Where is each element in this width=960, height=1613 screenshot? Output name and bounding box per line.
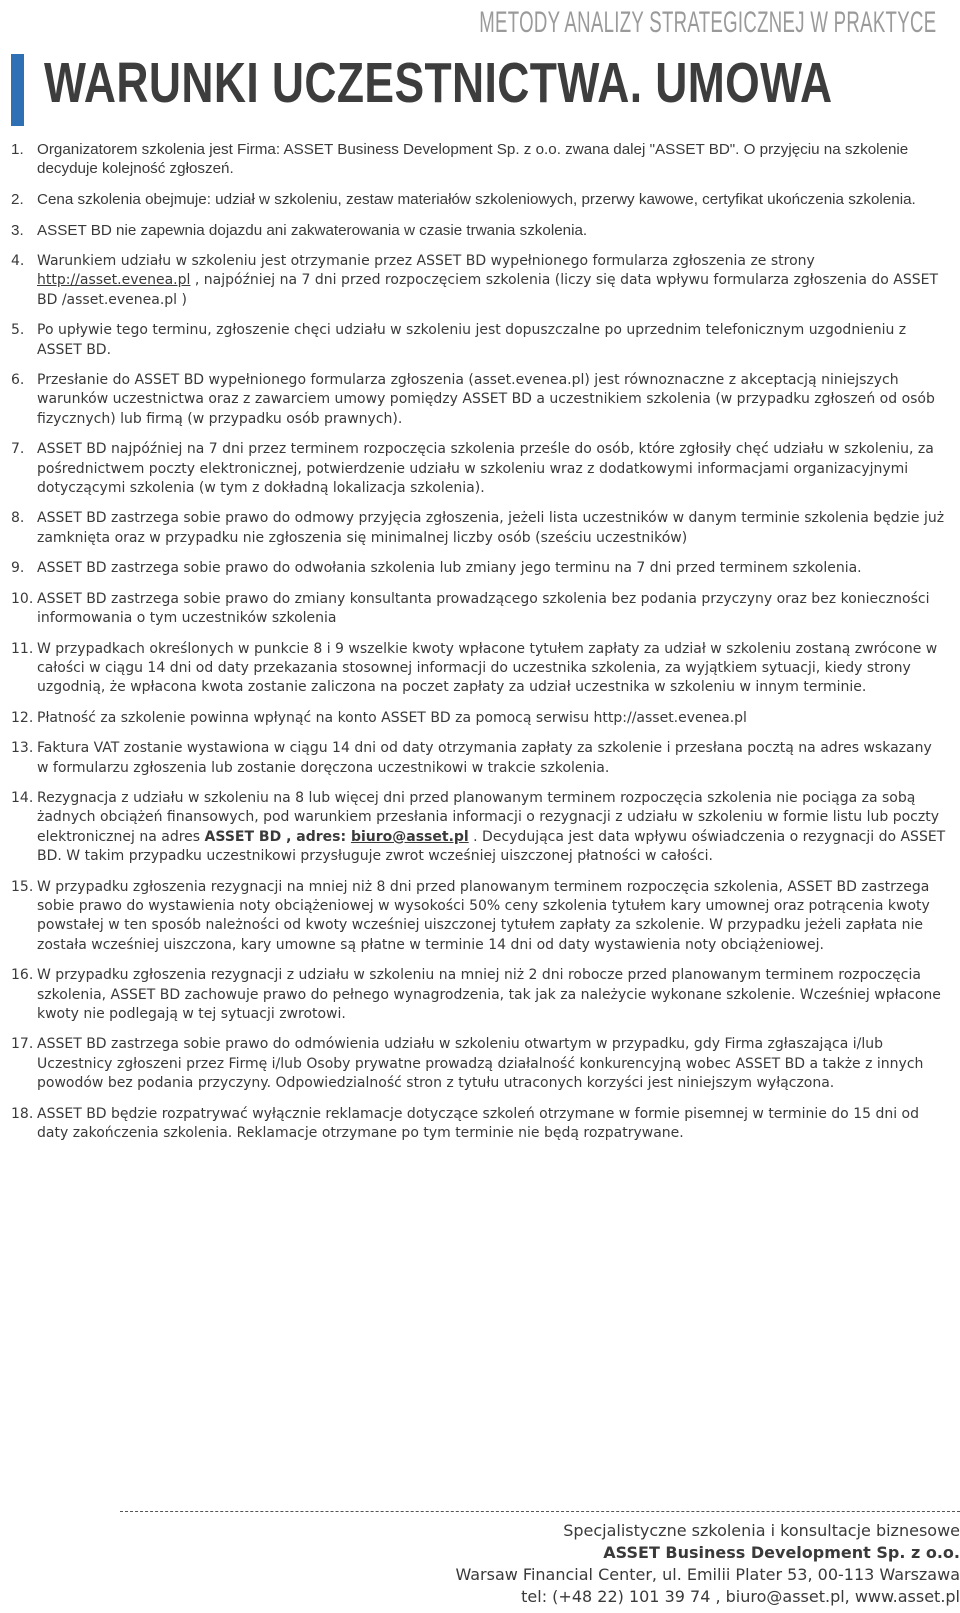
term-text-part: . Decydująca jest data wpływu oświadczenia o rezygnacji do ASSET BD. W takim przypadku uczestnikowi przysługuje zwrot wcześniej uiszczonej płatności w całości. bbox=[37, 828, 946, 865]
footer-address: Warsaw Financial Center, ul. Emilii Plater 53, 00-113 Warszawa bbox=[455, 1565, 960, 1584]
term-item bbox=[0, 878, 960, 956]
term-item bbox=[0, 321, 960, 360]
term-number: 16. bbox=[11, 967, 34, 984]
term-number: 13. bbox=[11, 740, 34, 757]
term-item bbox=[0, 371, 960, 429]
term-number: 3. bbox=[11, 222, 24, 239]
term-text-part: Warunkiem udziału w szkoleniu jest otrzymanie przez ASSET BD wypełnionego formularza zgłoszenia ze strony bbox=[37, 253, 815, 269]
term-text: ASSET BD będzie rozpatrywać wyłącznie reklamacje dotyczące szkoleń otrzymane w formie pisemnej w terminie do 15 dni od daty zakończenia szkolenia. Reklamacje otrzymane po tym terminie nie będą rozpatrywane. bbox=[37, 1105, 920, 1142]
term-text: ASSET BD zastrzega sobie prawo do odwołania szkolenia lub zmiany jego terminu na 7 dni przed terminem szkolenia. bbox=[37, 560, 862, 577]
document-series-title: METODY ANALIZY STRATEGICZNEJ W PRAKTYCE bbox=[478, 6, 936, 39]
term-text: ASSET BD zastrzega sobie prawo do odmówienia udziału w szkoleniu otwartym w przypadku, gdy Firma zgłaszająca i/lub Uczestnicy zgłoszeni przez Firmę i/lub Osoby prywatne prowadzą działalność konkurencyjną wobec ASSET BD a także z innych powodów bez podania przyczyny. Odpowiedzialność stron z tytułu utraconych korzyści jest niniejszym wyłączona. bbox=[37, 1036, 924, 1092]
term-text bbox=[37, 252, 946, 310]
term-item bbox=[0, 140, 960, 178]
term-number: 5. bbox=[11, 322, 25, 339]
terms-list bbox=[0, 140, 960, 1154]
term-number: 12. bbox=[11, 709, 34, 726]
term-text-part: , najpóźniej na 7 dni przed rozpoczęciem szkolenia (liczy się data wpływu formularza zgłoszenia do ASSET BD /asset.evenea.pl ) bbox=[37, 272, 939, 308]
term-item bbox=[0, 509, 960, 548]
asset-bd-label: ASSET BD , adres: bbox=[204, 828, 351, 845]
term-number: 2. bbox=[11, 191, 24, 208]
term-item bbox=[0, 1035, 960, 1093]
footer-company-name: ASSET Business Development Sp. z o.o. bbox=[603, 1543, 960, 1562]
term-text: Przesłanie do ASSET BD wypełnionego formularza zgłoszenia (asset.evenea.pl) jest równoznaczne z akceptacją niniejszych warunków uczestnictwa oraz z zawarciem umowy pomiędzy ASSET BD a uczestnikiem szkolenia (w przypadku zgłoszeń od osób fizycznych) lub firmą (w przypadku osób prawnych). bbox=[37, 372, 935, 427]
term-text: Organizatorem szkolenia jest Firma: ASSET Business Development Sp. z o.o. zwana dalej "ASSET BD". O przyjęciu na szkolenie decyduje kolejność zgłoszeń. bbox=[37, 141, 909, 177]
term-item bbox=[0, 966, 960, 1024]
term-item bbox=[0, 590, 960, 629]
term-text: ASSET BD najpóźniej na 7 dni przez terminem rozpoczęcia szkolenia prześle do osób, które zgłosiły chęć udziału w szkoleniu, za pośrednictwem poczty elektronicznej, potwierdzenie udziału w szkoleniu wraz z dodatkowymi informacjami organizacyjnymi dotyczącymi szkolenia (w tym z dokładną lokalizacja szkolenia). bbox=[37, 441, 934, 497]
term-number: 8. bbox=[11, 510, 25, 527]
term-number: 9. bbox=[11, 560, 25, 577]
term-text-part: Rezygnacja z udziału w szkoleniu na 8 lub więcej dni przed planowanym terminem rozpoczęcia szkolenia nie pociąga za sobą żadnych obciążeń finansowych, pod warunkiem przesłania informacji o rezygnacji z udziału w szkoleniu w formie listu lub poczty elektronicznej na adres bbox=[37, 789, 939, 845]
term-item bbox=[0, 640, 960, 698]
term-number: 6. bbox=[11, 372, 25, 389]
term-text: Płatność za szkolenie powinna wpłynąć na konto ASSET BD za pomocą serwisu http://asset.evenea.pl bbox=[37, 709, 747, 726]
term-item bbox=[0, 221, 960, 240]
page-title: WARUNKI UCZESTNICTWA. UMOWA bbox=[44, 51, 833, 115]
contact-email-link[interactable]: biuro@asset.pl bbox=[350, 828, 469, 845]
footer bbox=[455, 1520, 960, 1608]
term-text: ASSET BD zastrzega sobie prawo do odmowy przyjęcia zgłoszenia, jeżeli lista uczestników w danym terminie szkolenia będzie już zamknięta oraz w przypadku nie zgłoszenia się minimalnej liczby osób (sześciu uczestników) bbox=[37, 510, 945, 546]
term-number: 7. bbox=[11, 441, 25, 458]
term-text bbox=[37, 789, 946, 867]
term-number: 1. bbox=[11, 141, 24, 158]
heading-accent-bar bbox=[11, 54, 24, 126]
term-text: Po upływie tego terminu, zgłoszenie chęci udziału w szkoleniu jest dopuszczalne po uprzednim telefonicznym uzgodnieniu z ASSET BD. bbox=[37, 322, 907, 358]
term-item bbox=[0, 739, 960, 778]
term-item bbox=[0, 440, 960, 498]
term-number: 17. bbox=[11, 1036, 34, 1053]
term-item bbox=[0, 559, 960, 578]
term-text: W przypadku zgłoszenia rezygnacji z udziału w szkoleniu na mniej niż 2 dni robocze przed planowanym terminem rozpoczęcia szkolenia, ASSET BD zachowuje prawo do pełnego wynagrodzenia, tak jak za należycie wykonane szkolenie. Wcześniej wpłacone kwoty nie podlegają w tej sytuacji zwrotowi. bbox=[37, 967, 941, 1022]
term-number: 15. bbox=[11, 878, 34, 895]
term-number: 10. bbox=[11, 590, 34, 607]
footer-tagline: Specjalistyczne szkolenia i konsultacje biznesowe bbox=[563, 1521, 960, 1540]
footer-contact: tel: (+48 22) 101 39 74 , biuro@asset.pl, www.asset.pl bbox=[521, 1587, 960, 1606]
term-item bbox=[0, 252, 960, 310]
term-number: 11. bbox=[11, 640, 34, 657]
term-text: ASSET BD nie zapewnia dojazdu ani zakwaterowania w czasie trwania szkolenia. bbox=[37, 222, 588, 239]
term-number: 14. bbox=[11, 789, 34, 806]
term-item bbox=[0, 709, 960, 728]
term-number: 4. bbox=[11, 253, 25, 269]
term-text: Faktura VAT zostanie wystawiona w ciągu 14 dni od daty otrzymania zapłaty za szkolenie i przesłana pocztą na adres wskazany w formularzu zgłoszenia lub zostanie doręczona uczestnikowi w trakcie szkolenia. bbox=[37, 740, 932, 776]
term-item bbox=[0, 1105, 960, 1144]
term-item bbox=[0, 789, 960, 867]
term-item bbox=[0, 190, 960, 209]
term-text: W przypadku zgłoszenia rezygnacji na mniej niż 8 dni przed planowanym terminem rozpoczęcia szkolenia, ASSET BD zastrzega sobie prawo do wystawienia noty obciążeniowej w wysokości 50% ceny szkolenia tytułem kary umownej oraz potrącenia kwoty powstałej w ten sposób należności od kwoty wcześniej uiszczonej tytułem zapłaty za szkolenie. W przypadku jeżeli zapłata nie została wcześniej uiszczona, kary umowne są płatne w terminie 14 dni od daty wystawienia noty obciążeniowej. bbox=[37, 878, 930, 953]
evenea-link[interactable]: http://asset.evenea.pl bbox=[37, 272, 191, 289]
term-text: Cena szkolenia obejmuje: udział w szkoleniu, zestaw materiałów szkoleniowych, przerwy kawowe, certyfikat ukończenia szkolenia. bbox=[37, 191, 916, 208]
term-text: W przypadkach określonych w punkcie 8 i 9 wszelkie kwoty wpłacone tytułem zapłaty za udział w szkoleniu zostaną zwrócone w całości w ciągu 14 dni od daty przekazania stosownej informacji do uczestnika szkolenia, za wyjątkiem sytuacji, kiedy strony uzgodnią, że wpłacona kwota zostanie zaliczona na poczet zapłaty za udział uczestnika w szkoleniu w innym terminie. bbox=[37, 640, 938, 696]
footer-divider bbox=[120, 1511, 960, 1512]
term-number: 18. bbox=[11, 1105, 34, 1122]
term-text: ASSET BD zastrzega sobie prawo do zmiany konsultanta prowadzącego szkolenia bez podania przyczyny oraz bez konieczności informowania o tym uczestników szkolenia bbox=[37, 590, 930, 627]
